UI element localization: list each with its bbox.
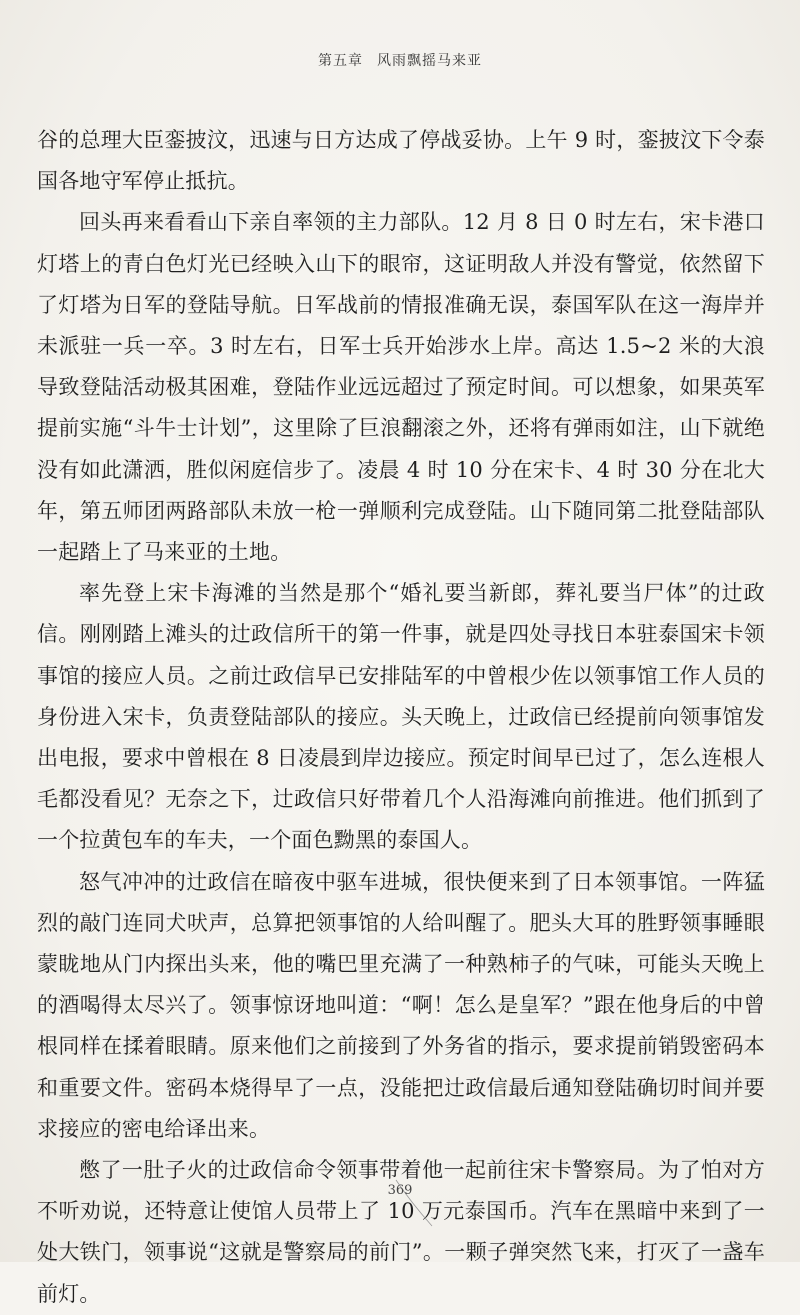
paragraph-2: 回头再来看看山下亲自率领的主力部队。12 月 8 日 0 时左右，宋卡港口灯塔上的青白色灯光已经映入山下的眼帘，这证明敌人并没有警觉，依然留下了灯塔为日军的登陆导航。日军战前的情报准确无误，泰国军队在这一海岸并未派驻一兵一卒。3 时左右，日军士兵开始涉水上岸。高达 1.5~2 米的大浪导致登陆活动极其困难，登陆作业远远超过了预定时间。可以想象，如果英军提前实施“斗牛士计划”，这里除了巨浪翻滚之外，还将有弹雨如注，山下就绝没有如此潇洒，胜似闲庭信步了。凌晨 4 时 10 分在宋卡、4 时 30 分在北大年，第五师团两路部队未放一枪一弹顺利完成登陆。山下随同第二批登陆部队一起踏上了马来亚的土地。: [37, 210, 765, 565]
running-header: [0, 50, 800, 70]
page-number: 369: [387, 1183, 413, 1198]
body-text: [37, 120, 765, 1315]
paragraph-1: 谷的总理大臣銮披汶，迅速与日方达成了停战妥协。上午 9 时，銮披汶下令泰国各地守军停止抵抗。: [37, 128, 765, 194]
paragraph-4: 怒气冲冲的辻政信在暗夜中驱车进城，很快便来到了日本领事馆。一阵猛烈的敲门连同犬吠声，总算把领事馆的人给叫醒了。肥头大耳的胜野领事睡眼蒙眬地从门内探出头来，他的嘴巴里充满了一种熟柿子的气味，可能头天晚上的酒喝得太尽兴了。领事惊讶地叫道：“啊！怎么是皇军？”跟在他身后的中曾根同样在揉着眼睛。原来他们之前接到了外务省的指示，要求提前销毁密码本和重要文件。密码本烧得早了一点，没能把辻政信最后通知登陆确切时间并要求接应的密电给译出来。: [37, 869, 765, 1141]
paragraph-5: 憋了一肚子火的辻政信命令领事带着他一起前往宋卡警察局。为了怕对方不听劝说，还特意让使馆人员带上了 10 万元泰国币。汽车在黑暗中来到了一处大铁门，领事说“这就是警察局的前门”。一颗子弹突然飞来，打灭了一盏车前灯。: [37, 1158, 765, 1306]
paragraph-3: 率先登上宋卡海滩的当然是那个“婚礼要当新郎，葬礼要当尸体”的辻政信。刚刚踏上滩头的辻政信所干的第一件事，就是四处寻找日本驻泰国宋卡领事馆的接应人员。之前辻政信早已安排陆军的中曾根少佐以领事馆工作人员的身份进入宋卡，负责登陆部队的接应。头天晚上，辻政信已经提前向领事馆发出电报，要求中曾根在 8 日凌晨到岸边接应。预定时间早已过了，怎么连根人毛都没看见？无奈之下，辻政信只好带着几个人沿海滩向前推进。他们抓到了一个拉黄包车的车夫，一个面色黝黑的泰国人。: [37, 581, 765, 853]
chapter-title: 风雨飘摇马来亚: [377, 53, 482, 69]
chapter-label: 第五章: [318, 53, 363, 69]
